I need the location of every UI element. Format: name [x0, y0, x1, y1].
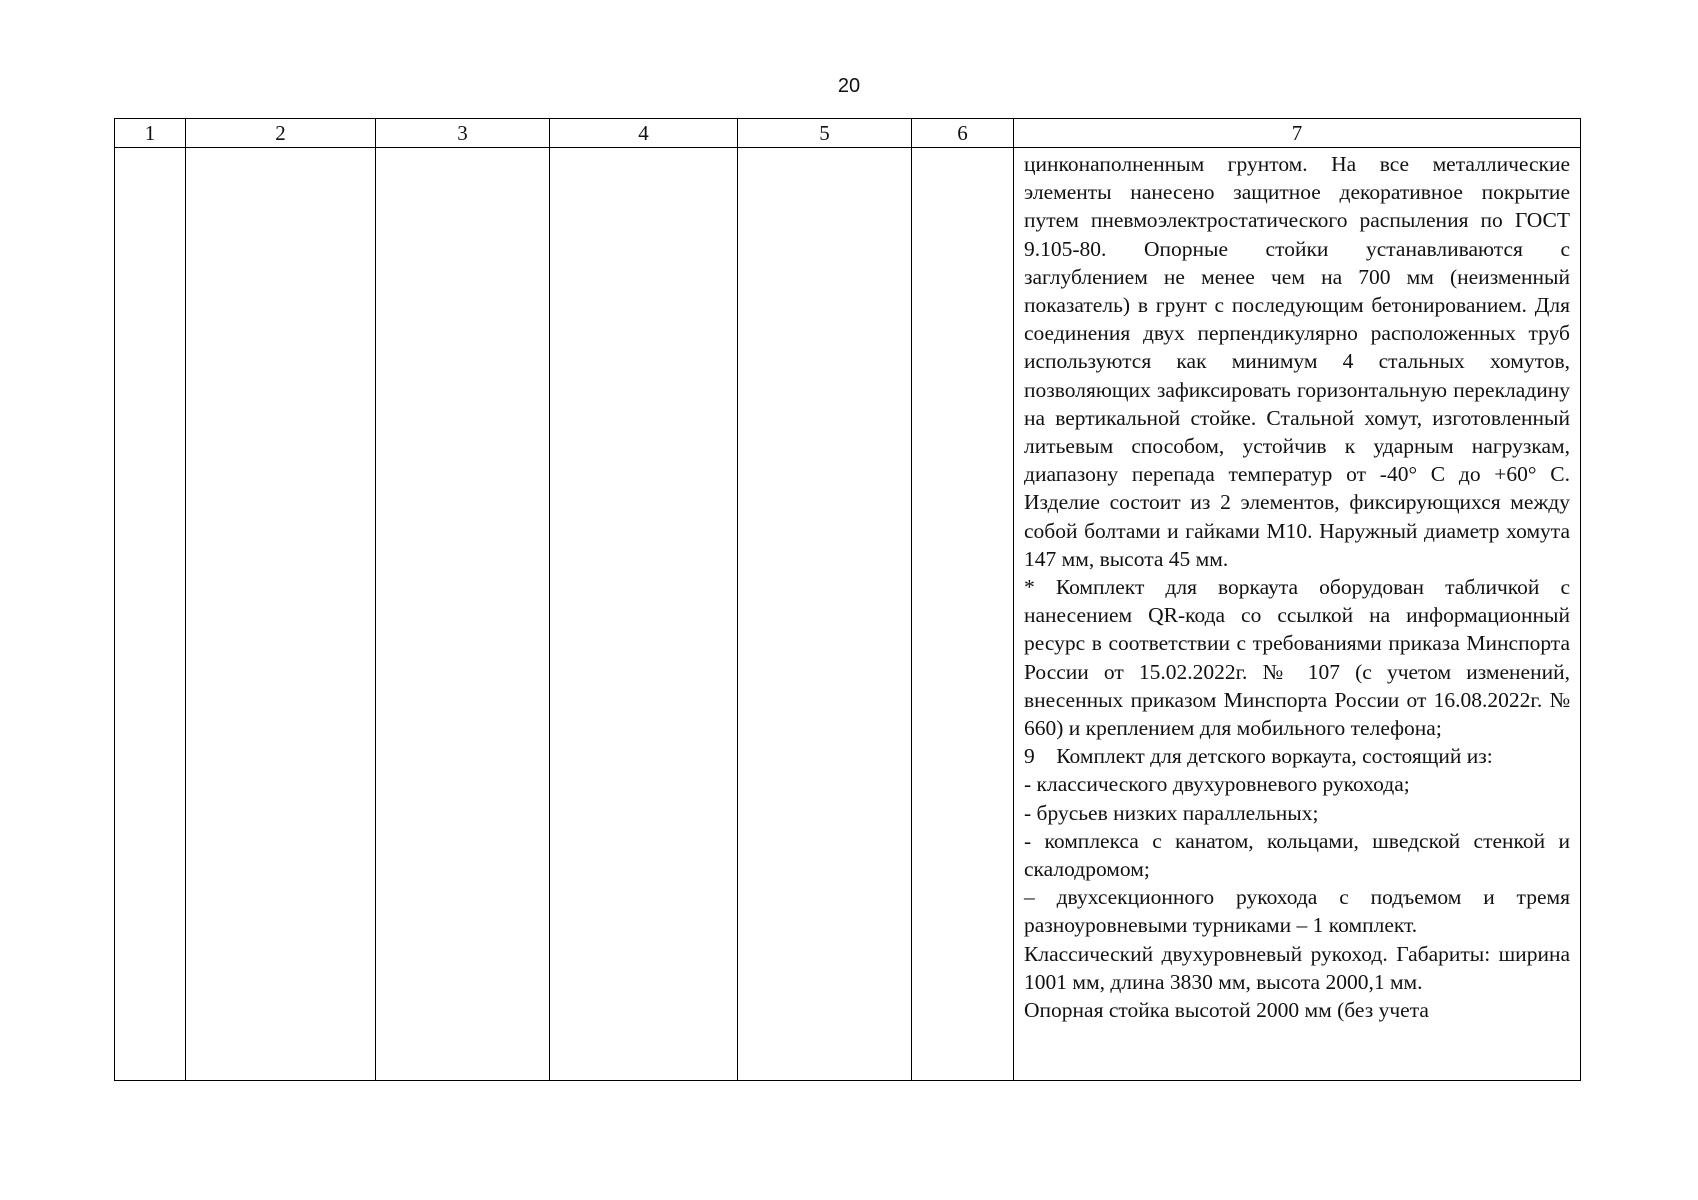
- cell-col-1: [115, 148, 186, 1081]
- specification-table: [114, 118, 1581, 1081]
- page-number: 20: [837, 75, 861, 97]
- cell-col-5: [738, 148, 912, 1081]
- table-row: [115, 148, 1581, 1081]
- description-list-item: - классического двухуровневого рукохода;: [1024, 772, 1410, 797]
- cell-col-4: [550, 148, 738, 1081]
- cell-col-3: [376, 148, 550, 1081]
- description-paragraph-coating: цинконаполненным грунтом. На все металлические элементы нанесено защитное декоративное покрытие путем пневмоэлектростатического распыления по ГОСТ 9.105-80. Опорные стойки устанавливаются с заглублением не менее чем на 700 мм (неизменный показатель) в грунт с последующим бетонированием. Для соединения двух перпендикулярно расположенных труб используются как минимум 4 стальных хомутов, позволяющих зафиксировать горизонтальную перекладину на вертикальной стойке. Стальной хомут, изготовленный литьевым способом, устойчив к ударным нагрузкам, диапазону перепада температур от -40° С до +60° С. Изделие состоит из 2 элементов, фиксирующихся между собой болтами и гайками М10. Наружный диаметр хомута 147 мм, высота 45 мм.: [1024, 152, 1570, 571]
- description-list-item: - брусьев низких параллельных;: [1024, 800, 1319, 825]
- description-list-item: - комплекса с канатом, кольцами, шведской стенкой и скалодромом;: [1024, 828, 1570, 882]
- description-paragraph-dimensions: Классический двухуровневый рукоход. Габариты: ширина 1001 мм, длина 3830 мм, высота 2000,1 мм.: [1024, 941, 1570, 994]
- column-header-4: 4: [550, 119, 738, 148]
- description-paragraph-continued: Опорная стойка высотой 2000 мм (без учета: [1024, 998, 1429, 1023]
- column-header-5: 5: [738, 119, 912, 148]
- column-header-2: 2: [186, 119, 376, 148]
- description-paragraph-qr-plate: * Комплект для воркаута оборудован табличкой с нанесением QR-кода со ссылкой на информационный ресурс в соответствии с требованиями приказа Минспорта России от 15.02.2022г. № 107 (с учетом изменений, внесенных приказом Минспорта России от 16.08.2022г. № 660) и креплением для мобильного телефона;: [1024, 575, 1570, 741]
- table-header-row: [115, 119, 1581, 148]
- description-list-item: – двухсекционного рукохода с подъемом и тремя разноуровневыми турниками – 1 комплект.: [1024, 885, 1570, 938]
- column-header-3: 3: [376, 119, 550, 148]
- description-paragraph-kit-title: 9 Комплект для детского воркаута, состоящий из:: [1024, 744, 1493, 769]
- cell-col-6: [912, 148, 1014, 1081]
- column-header-6: 6: [912, 119, 1014, 148]
- cell-col-2: [186, 148, 376, 1081]
- description-cell: [1014, 148, 1581, 1081]
- column-header-1: 1: [115, 119, 186, 148]
- column-header-7: 7: [1014, 119, 1581, 148]
